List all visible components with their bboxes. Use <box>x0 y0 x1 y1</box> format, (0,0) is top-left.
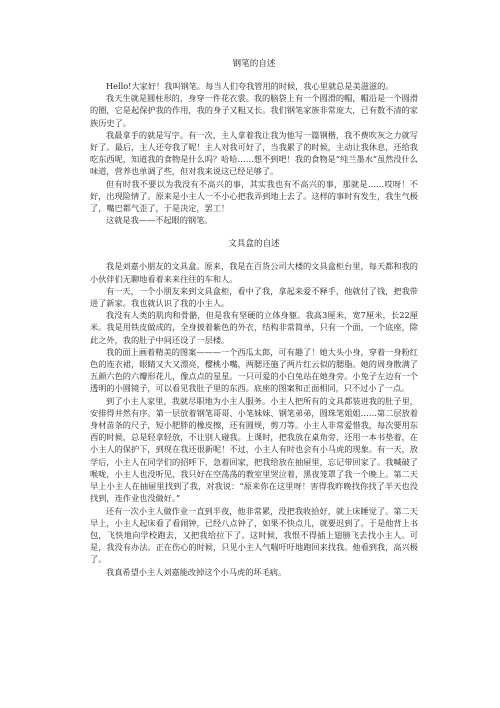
paragraph: 我的面上画着精美的图案———一个西瓜太郎，可有趣了！她大头小身，穿着一身粉红色的连衣裙，眼睛又大又漂亮，樱桃小嘴，两腮还施了两片红云似的腮脂。她的周身散满了五颜六色的六瓣形花儿，像点点的星星。一只可爱的小白兔站在她身旁。小兔子左边有一个透明的小圆镜子，可以看见我肚子里的东西。底座的图案和正面相同，只不过小了一点。 <box>90 346 418 394</box>
paragraph: Hello!大家好！我叫钢笔。每当人们夸我管用的时候，我心里就总是美滋滋的。 <box>106 81 394 91</box>
paragraph: 但有时我不要以为我没有不高兴的事，其实我也有不高兴的事，那就是……哎呀！不好，出现险情了。原来是小主人一不小心把我弄到地上去了。这样的事时有发生，我生气极了，嘴巴都气歪了，于是决定，罢工！ <box>90 178 418 214</box>
paragraph: 还有一次小主人做作业一直到半夜，他非常累，没把我收拾好，就上床睡觉了。第二天早上，小主人起床看了看闹钟，已经八点钟了，如果不快点儿，就要迟到了。于是他背上书包，飞快地向学校跑去，又把我给拉下了。这时候，我恨不得插上翅膀飞去找小主人。可是，我没有办法。正在伤心的时候，只见小主人气喘吁吁地跑回来找我。他看到我，高兴极了。 <box>90 505 418 565</box>
essay-title-pencil-case: 文具盒的自述 <box>228 239 280 250</box>
paragraph: 我真希望小主人刘嘉能改掉这个小马虎的坏毛病。 <box>106 566 287 577</box>
essay-pencil-case <box>90 238 418 577</box>
essay-pen <box>90 58 418 226</box>
paragraph: 我天生就是圆柱形的，身穿一件花衣裳。我的脑袋上有一个圆滑的帽，帽沿是一个圆滑的圈，它是起保护我的作用，我的身子又粗又长。我们钢笔家族非常庞大，已有数不清的家族历史了。 <box>90 93 418 128</box>
paragraph: 这就是我——不起眼的钢笔。 <box>106 215 213 226</box>
paragraph: 到了小主人家里，我就尽职地为小主人服务。小主人把所有的文具都装进我的肚子里，安排得井然有序。第一层放着钢笔哥哥、小笔妹妹、钢笔弟弟，圆珠笔姐姐……第二层放着身材苗条的尺子，短小肥胖的橡皮擦，还有圆规，剪刀等。小主人非常爱惜我，每次要用东西的时候，总是轻拿轻放，不让别人碰我。上课时，把我放在桌角旁，还用一本书垫着，在小主人的保护下，到现在我还很新呢！不过，小主人有时也会有小马虎的现象。有一天，放学后，小主人在同学们的招呼下，急着回家，把我给放在抽屉里，忘记带回家了。我喊破了喉咙，小主人也没听见，我只好在空荡荡的教室里哭泣着，黑夜笼罩了我一个晚上。第二天早上小主人在抽屉里找到了我，对我说：“原来你在这里呀！害得我昨晚找你找了半天也没找到，连作业也没做好。” <box>90 395 418 504</box>
essay-title-pen: 钢笔的自述 <box>232 59 276 69</box>
paragraph: 我没有人类的肌肉和骨骼，但是我有坚硬的立体身躯。我高3厘米，宽7厘米，长22厘米。我是用铁皮做成的，全身披着紫色的外衣，结构非常简单，只有一个面，一个底座，除此之外，我的肚子中间还设了一层楼。 <box>90 310 418 345</box>
paragraph: 我是刘嘉小朋友的文具盒。原来，我是在百货公司大楼的文具盒柜台里，每天都和我的小伙伴们无聊地看着来来往往的车和人。 <box>90 261 418 284</box>
paragraph: 有一天，一个小朋友来到文具盒柜，看中了我，拿起来爱不释手，他就付了钱，把我带进了新家。我也就认识了我的小主人。 <box>90 285 418 309</box>
paragraph: 我最拿手的就是写字。有一次，主人拿着我让我为他写一篇钢楷，我不费吹灰之力就写好了。最后，主人还夸我了呢！主人对我可好了，当我累了的时候，主动让我休息，还给我吃东西呢，知道我的食物是什么吗？哈哈……想不到吧！我的食物是“纯兰墨水”虽然没什么味道，营养也单调了些，但对我来说这已经足够了。 <box>90 129 418 177</box>
